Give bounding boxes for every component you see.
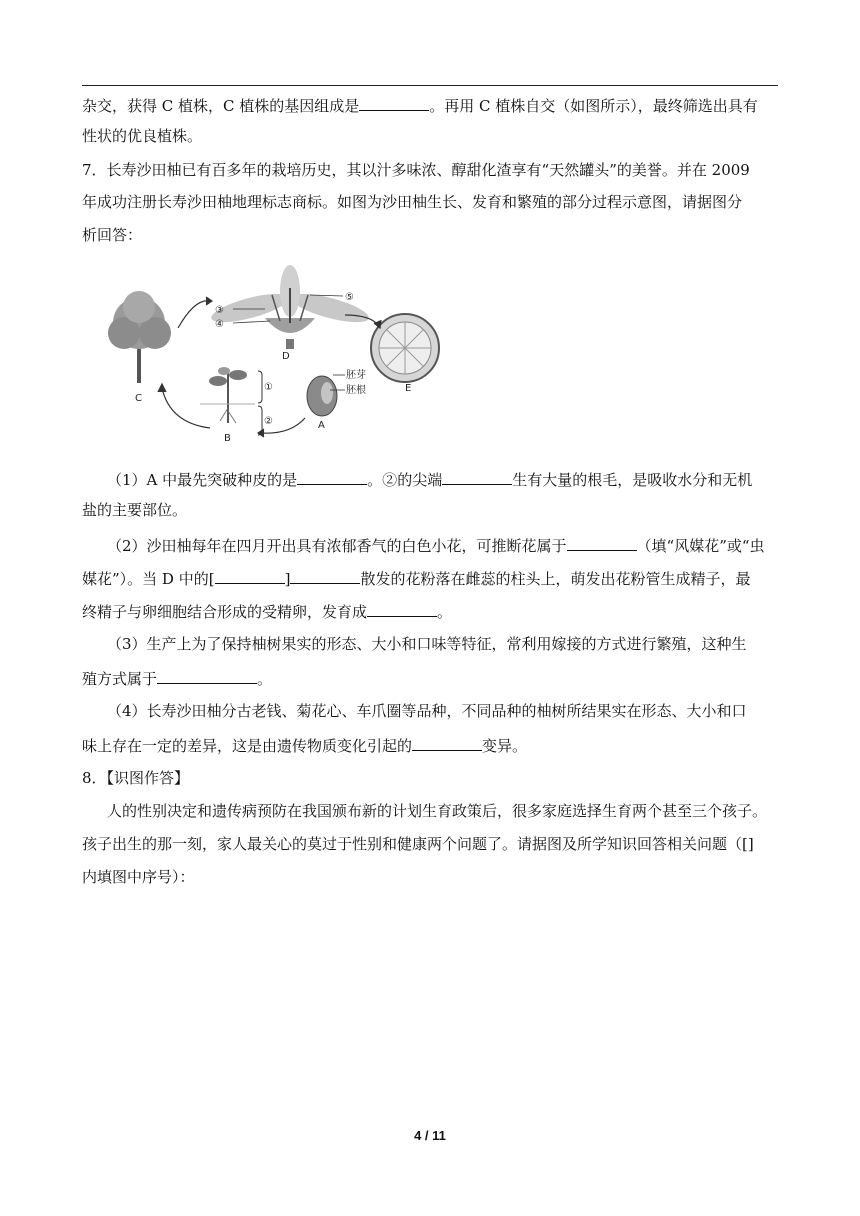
q7-intro-line2: 年成功注册长寿沙田柚地理标志商标。如图为沙田柚生长、发育和繁殖的部分过程示意图，请据图分 [82,193,743,211]
label-a: A [318,420,325,431]
q6-tail-line2: 性状的优良植株。 [82,127,203,145]
answer-blank[interactable] [297,469,367,485]
q8-line1: 人的性别决定和遗传病预防在我国颁布新的计划生育政策后，很多家庭选择生育两个甚至三个孩子。 [107,802,768,820]
label-c: C [135,393,142,404]
label-3: ③ [215,305,224,316]
answer-blank[interactable] [359,95,429,111]
text: 生有大量的根毛，是吸收水分和无机 [512,471,753,489]
text: （1）A 中最先突破种皮的是 [107,471,298,489]
q6-tail-line1 [82,95,778,116]
q7-part3-line1: （3）生产上为了保持柚树果实的形态、大小和口味等特征，常利用嫁接的方式进行繁殖，这种生 [107,635,747,653]
header-rule [82,85,778,86]
answer-blank[interactable] [412,735,482,751]
label-5: ⑤ [345,292,354,303]
page-number: 4 / 11 [414,1128,446,1143]
answer-blank[interactable] [157,668,257,684]
answer-blank[interactable] [567,535,637,551]
q8-line3: 内填图中序号）： [82,868,195,886]
tree-c-illustration [108,291,171,383]
q7-intro-line3: 析回答： [82,226,143,244]
text: 终精子与卵细胞结合形成的受精卵，发育成 [82,603,368,621]
q7-part1-line2: 盐的主要部位。 [82,501,188,519]
text: ② [382,471,398,489]
label-b: B [224,433,231,444]
shatian-pomelo-lifecycle-figure [100,263,480,446]
fruit-e-illustration [371,314,439,382]
text: 变异。 [482,737,528,755]
text: 。 [437,603,453,621]
text: 散发的花粉落在雌蕊的柱头上，萌发出花粉管生成精子，最 [360,570,751,588]
text: 。 [367,471,383,489]
q7-part2-line3 [82,601,778,622]
label-e: E [405,383,412,394]
label-2: ② [264,416,273,427]
text: ] [284,570,291,588]
q7-part4-line1: （4）长寿沙田柚分古老钱、菊花心、车爪圈等品种，不同品种的柚树所结果实在形态、大小和口 [107,702,747,720]
text: 殖方式属于 [82,670,158,688]
q8-title: 8．【识图作答】 [82,769,190,787]
answer-blank[interactable] [442,469,512,485]
text: 的尖端 [397,471,443,489]
answer-blank[interactable] [215,568,285,584]
seed-a-illustration [307,376,337,416]
q7-part4-line2 [82,735,778,756]
q7-part1-line1 [82,469,778,490]
text: 杂交，获得 C 植株，C 植株的基因组成是 [82,97,360,115]
label-embryo-root: 胚根 [346,385,366,396]
label-4: ④ [215,319,224,330]
q7-part2-line2 [82,568,778,589]
text: 媒花”）。当 D 中的[ [82,570,215,588]
answer-blank[interactable] [367,601,437,617]
q8-line2: 孩子出生的那一刻，家人最关心的莫过于性别和健康两个问题了。请据图及所学知识回答相关问题（[] [82,835,754,853]
seedling-b-illustration [200,367,255,423]
q7-part2-line1 [82,535,778,556]
answer-blank[interactable] [290,568,360,584]
q7-intro-line1: 7．长寿沙田柚已有百多年的栽培历史，其以汁多味浓、醇甜化渣享有“天然罐头”的美誉。并在 2009 [82,161,750,179]
q7-part3-line2 [82,668,778,689]
text: 。 [257,670,273,688]
flower-d-illustration [209,265,371,349]
text: 。再用 C 植株自交（如图所示），最终筛选出具有 [429,97,758,115]
text: 味上存在一定的差异，这是由遗传物质变化引起的 [82,737,413,755]
label-d: D [282,351,290,362]
label-embryo-bud: 胚芽 [346,370,366,381]
text: （2）沙田柚每年在四月开出具有浓郁香气的白色小花，可推断花属于 [107,537,567,555]
label-1: ① [264,382,273,393]
text: （填“风媒花”或“虫 [636,537,765,555]
